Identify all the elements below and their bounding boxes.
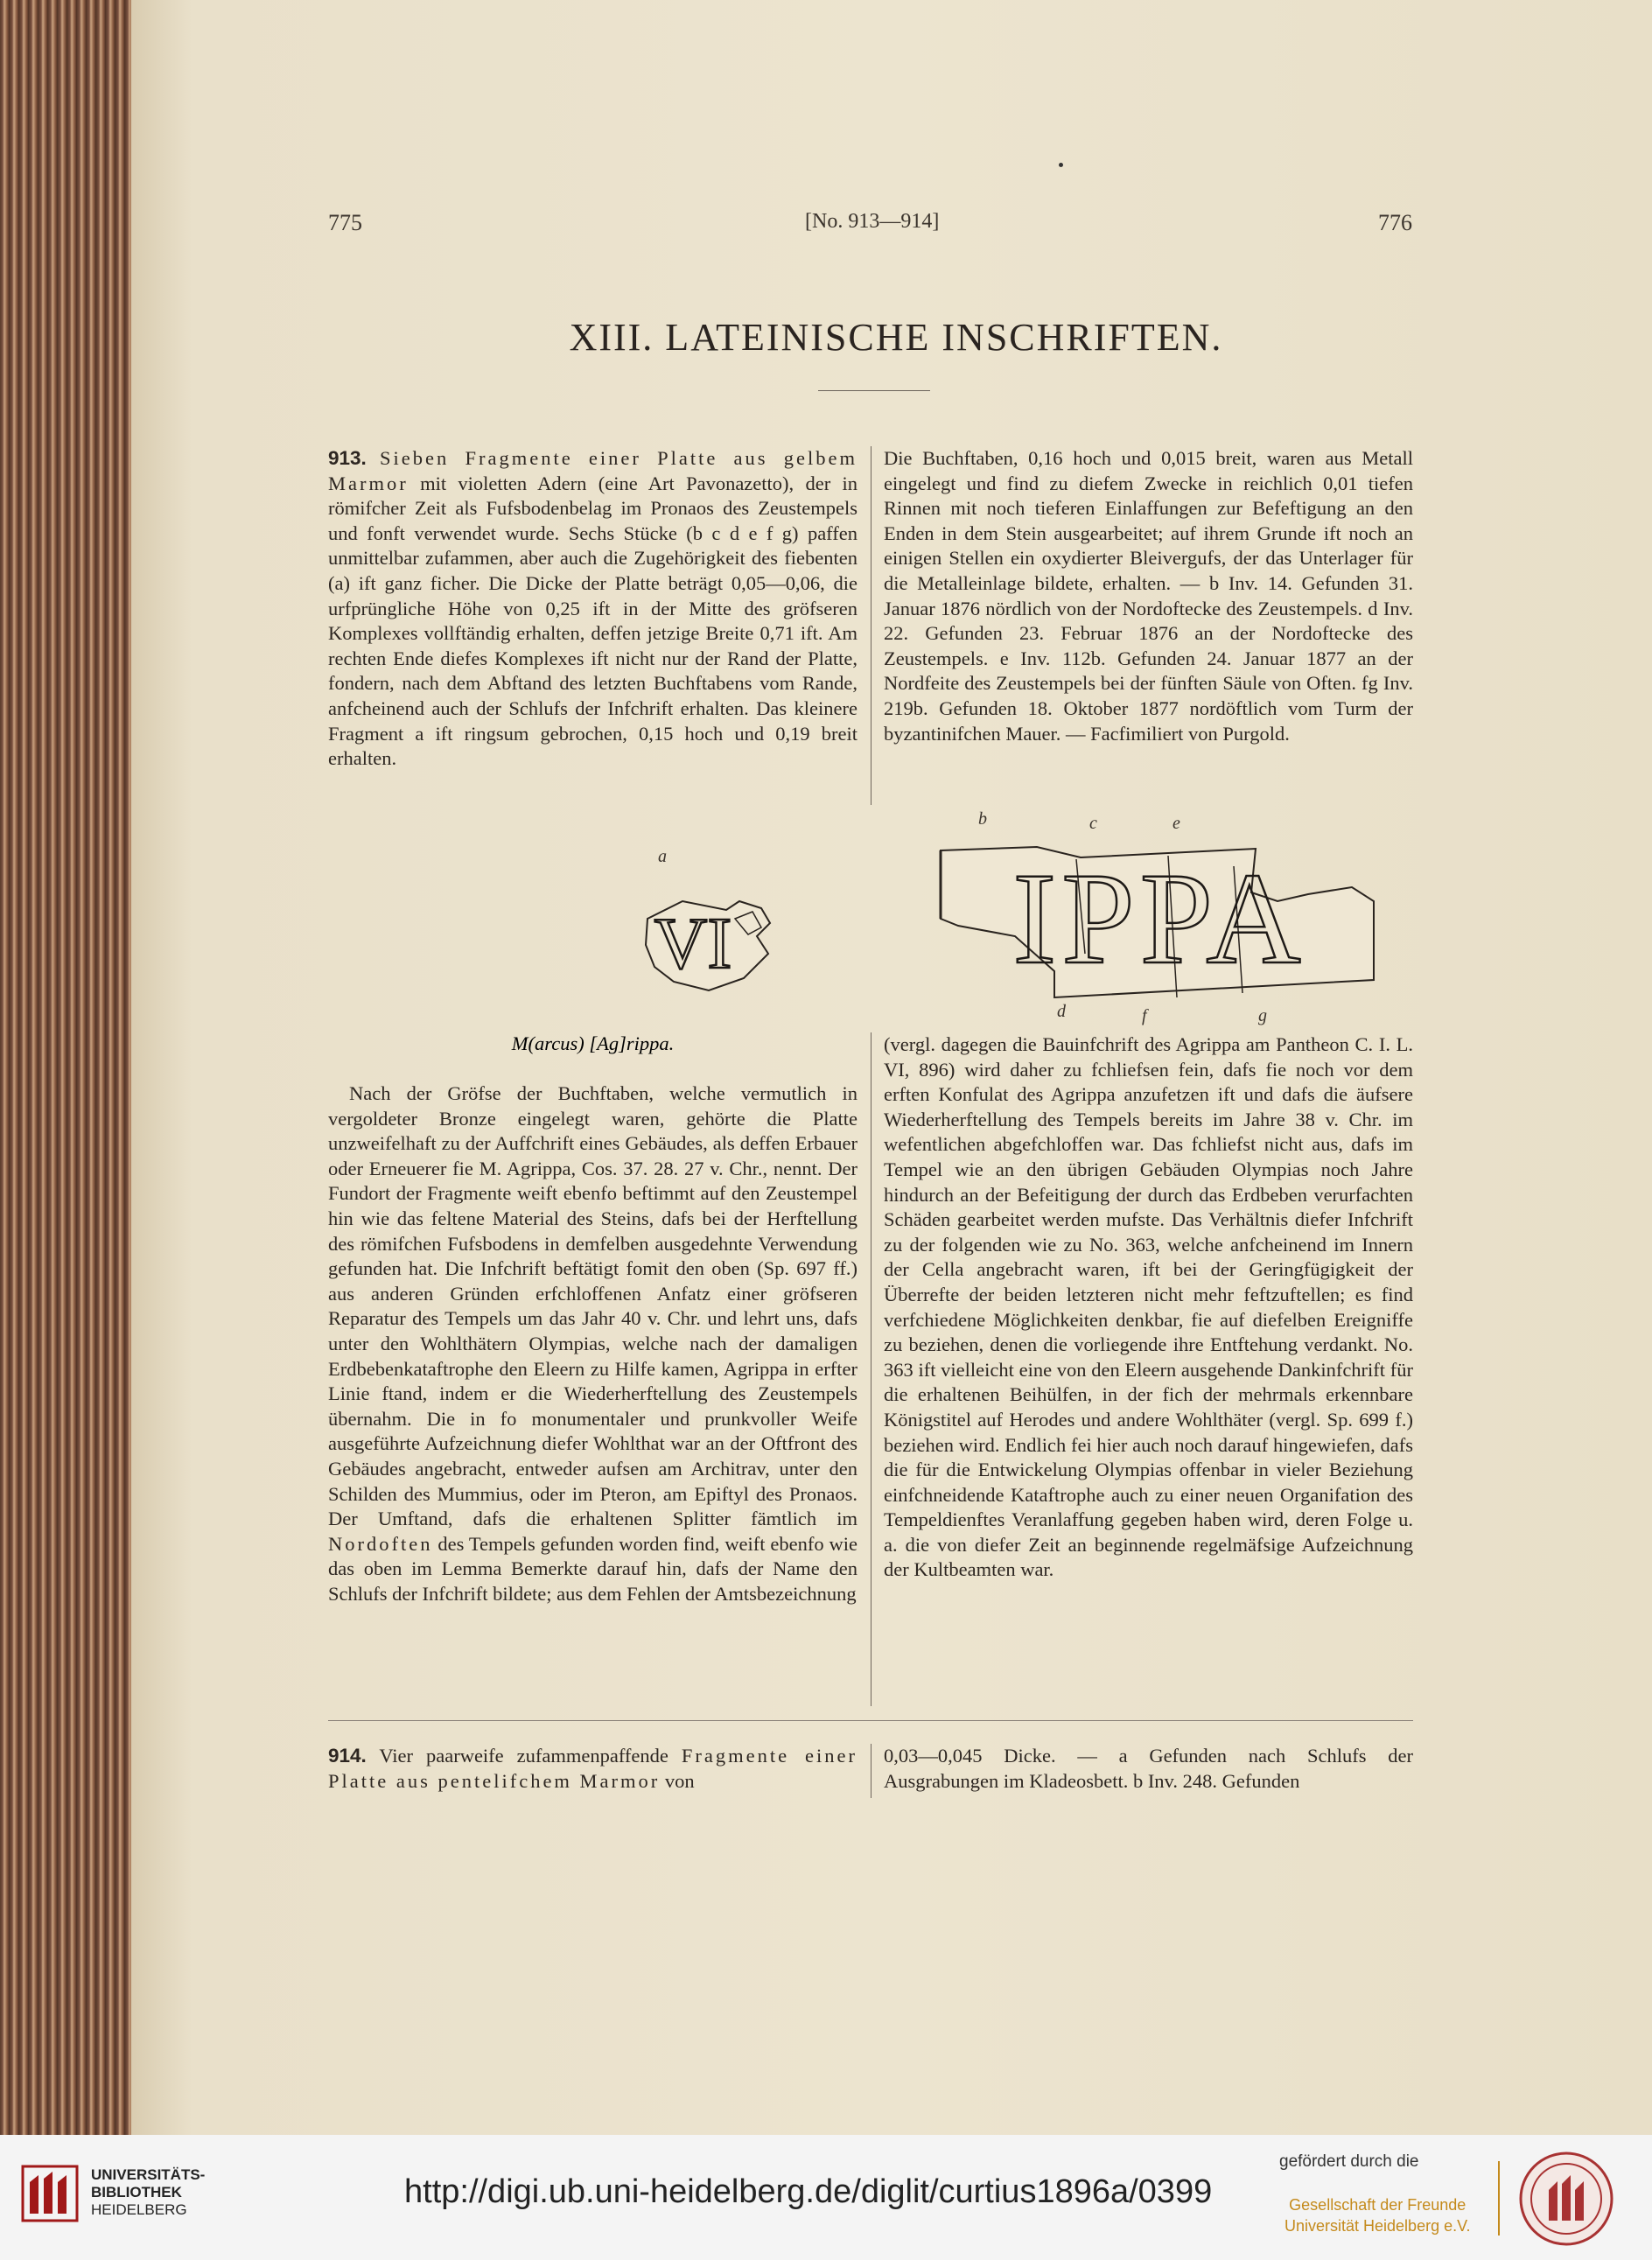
- fig-label-e: e: [1172, 814, 1180, 833]
- fragment-a-drawing: [630, 884, 783, 997]
- fig-label-f: f: [1142, 1006, 1147, 1025]
- left-page-number: 775: [328, 210, 362, 235]
- entry-separator: [328, 1720, 1413, 1721]
- speck: [1059, 163, 1063, 167]
- entry-913-column-1: [328, 446, 858, 772]
- university-seal-icon: [1518, 2151, 1614, 2247]
- column-divider-1: [871, 446, 872, 805]
- sponsor-line-1: Gesellschaft der Freunde: [1289, 2196, 1466, 2214]
- running-header: [No. 913—914]: [805, 210, 940, 233]
- fragment-a-letters: VI: [654, 903, 732, 984]
- entry-914-number: 914.: [328, 1745, 367, 1767]
- source-url-link[interactable]: http://digi.ub.uni-heidelberg.de/diglit/curtius1896a/0399: [404, 2173, 1213, 2210]
- entry-914-text-b: 0,03—0,045 Dicke. — a Gefunden nach Schlufs der Ausgrabungen im Kladeosbett. b Inv. 248. Gefunden: [884, 1745, 1413, 1792]
- entry-913-col3-spaced: Nordoften: [328, 1532, 433, 1555]
- fig-label-a: a: [658, 847, 667, 866]
- entry-913-column-2: [884, 446, 1413, 746]
- entry-913-col4-text: (vergl. dagegen die Bauinfchrift des Agrippa am Pantheon C. I. L. VI, 896) wird daher zu fchliefsen fein, dafs fie noch vor dem erften Konfulat des Agrippa anzufetzen ift und dafs die äufsere Wiederherftellung des Tempels bereits im Jahre 38 v. Chr. im wefentlichen abgefchloffen war. Das fchliefst nicht aus, dafs im Tempel wie an den übrigen Gebäuden Olympias noch Jahre hindurch an der Befeitigung der durch das Erdbeben verurfachten Schäden gearbeitet werden mufste. Das Verhältnis diefer Infchrift zu der folgenden wie zu No. 363, welche anfcheinend im Innern der Cella angebracht waren, ift bei der Geringfügigkeit der Überrefte der beiden letzteren nicht mehr feftzuftellen; es find verfchiedene Möglichkeiten denkbar, fie auf diefelben Ereigniffe zu beziehen, denen die vorliegende ihre Entftehung verdankt. No. 363 ift vielleicht eine von den Eleern ausgehende Dankinfchrift für die erhaltenen Beihülfen, in der fich der mehrmals erkennbare Königstitel auf Herodes und andere Wohlthäter (vergl. Sp. 699 f.) beziehen wird. Endlich fei hier auch noch darauf hingewiefen, dafs die für die Entwickelung Olympias offenbar in vieler Beziehung einfchneidende Kataftrophe auch zu einer neuen Organifation des Tempeldienftes Veranlaffung gegeben haben wird, deren Folge u. a. die von diefer Zeit an beginnende regelmäfsige Aufzeichnung der Kultbeamten war.: [884, 1033, 1413, 1581]
- entry-913-column-4: [884, 1032, 1413, 1583]
- digitization-footer: [0, 2135, 1652, 2260]
- ub-heidelberg-logo-icon: [19, 2163, 80, 2224]
- entry-913-col2-text: Die Buchftaben, 0,16 hoch und 0,015 breit, waren aus Metall eingelegt und find zu diefem Zwecke in reichlich 0,01 tiefen Rinnen mit noch tieferen Einlaffungen zur Befeftigung an den Enden in dem Stein ausgearbeitet; auf ihrem Grunde ift noch an einigen Stellen ein oxydierter Bleivergufs, der das Unterlager für die Metalleinlage bildete, erhalten. — b Inv. 14. Gefunden 31. Januar 1876 nördlich von der Nordoftecke des Zeustempels. d Inv. 22. Gefunden 23. Februar 1876 an der Nordoftecke des Zeustempels. e Inv. 112b. Gefunden 24. Januar 1877 an der Nordfeite des Zeustempels bei der fünften Säule von Often. fg Inv. 219b. Gefunden 18. Oktober 1877 nordöftlich vom Turm der byzantinifchen Mauer. — Facfimiliert von Purgold.: [884, 447, 1413, 745]
- sponsor-separator: [1498, 2161, 1500, 2236]
- library-line-1: UNIVERSITÄTS-: [91, 2166, 206, 2183]
- entry-913-number: 913.: [328, 447, 367, 469]
- entry-914-heading: Fragmente einer Platte aus pentelifchem Marmor: [328, 1745, 858, 1792]
- entry-913-col1-text: mit violetten Adern (eine Art Pavonazetto), der in römifcher Zeit als Fufsbodenbelag im Pronaos des Zeustempels und fonft verwendet wurde. Sechs Stücke (b c d e f g) paffen unmittelbar zufammen, aber auch die Zugehörigkeit des fiebenten (a) ift ganz ficher. Die Dicke der Platte beträgt 0,05—0,06, die urfprüngliche Höhe von 0,25 ift in der Mitte des gröfseren Komplexes vollftändig erhalten, deffen jetzige Breite 0,71 ift. Am rechten Ende diefes Komplexes ift nicht nur der Rand der Platte, fondern, nach dem Abftand des letzten Buchftabens vom Rande, anfcheinend auch der Schlufs der Infchrift erhalten. Das kleinere Fragment a ift ringsum gebrochen, 0,15 hoch und 0,19 breit erhalten.: [328, 472, 858, 770]
- library-line-3: HEIDELBERG: [91, 2201, 187, 2218]
- right-page-number: 776: [1378, 210, 1412, 235]
- library-name: [91, 2166, 205, 2219]
- sponsor-name: [1284, 2194, 1470, 2236]
- inscription-caption: M(arcus) [Ag]rippa.: [511, 1032, 675, 1054]
- sponsor-intro: gefördert durch die: [1279, 2152, 1419, 2171]
- entry-913-column-3: [328, 1081, 858, 1606]
- entry-913-heading: Sieben Fragmente einer Platte aus gelbem Marmor: [328, 447, 858, 494]
- section-title: XIII. LATEINISCHE INSCHRIFTEN.: [569, 316, 1223, 359]
- library-line-2: BIBLIOTHEK: [91, 2184, 182, 2201]
- fragment-bcdefg-drawing: [932, 831, 1387, 1006]
- entry-914-text-a: Vier paarweife zufammenpaffende: [379, 1745, 668, 1767]
- fig-label-c: c: [1089, 814, 1097, 833]
- column-divider-3: [871, 1744, 872, 1798]
- entry-913-col3-text: Nach der Gröfse der Buchftaben, welche vermutlich in vergoldeter Bronze eingelegt waren, gehörte die Platte unzweifelhaft zu der Auffchrift eines Gebäudes, als deffen Erbauer oder Erneuerer fie M. Agrippa, Cos. 37. 28. 27 v. Chr., nennt. Der Fundort der Fragmente weift ebenfo beftimmt auf den Zeustempel hin wie das feltene Material des Steins, dafs bei der Herftellung des römifchen Fufsbodens in demfelben ausgedehnte Verwendung gefunden hat. Die Infchrift beftätigt fomit den oben (Sp. 697 ff.) aus anderen Gründen erfchloffenen Anfatz einer gröfseren Reparatur des Tempels um das Jahr 40 v. Chr. und lehrt uns, dafs unter den Wohlthätern Olympias, welche nach der damaligen Erdbebenkataftrophe den Eleern zu Hilfe kamen, Agrippa in erfter Linie ftand, indem er die Wiederherftellung des Zeustempels übernahm. Die in fo monumentaler und prunkvoller Weife ausgeführte Aufzeichnung diefer Wohlthat war an der Oftfront des Gebäudes angebracht, entweder aufsen am Architrav, unter den Schilden des Mummius, oder im Pteron, am Epiftyl des Pronaos. Der Umftand, dafs die erhaltenen Splitter fämtlich im: [328, 1082, 858, 1530]
- fig-label-b: b: [978, 809, 987, 829]
- entry-914-column-1: [328, 1744, 858, 1794]
- title-rule: [818, 390, 930, 391]
- sponsor-line-2: Universität Heidelberg e.V.: [1284, 2217, 1471, 2235]
- fig-label-d: d: [1057, 1002, 1066, 1021]
- fragment-main-letters: IPPA: [1012, 846, 1306, 991]
- entry-914-column-2: [884, 1744, 1413, 1794]
- entry-914-text-a-end: von: [664, 1769, 695, 1792]
- entry-913-col3-text-end: des Tempels gefunden worden find, weift ebenfo wie das oben im Lemma Bemerkte darauf hin, dafs der Name den Schlufs der Infchrift bildete; aus dem Fehlen der Amtsbezeichnung: [328, 1532, 858, 1605]
- column-divider-2: [871, 1032, 872, 1706]
- fig-label-g: g: [1258, 1006, 1267, 1025]
